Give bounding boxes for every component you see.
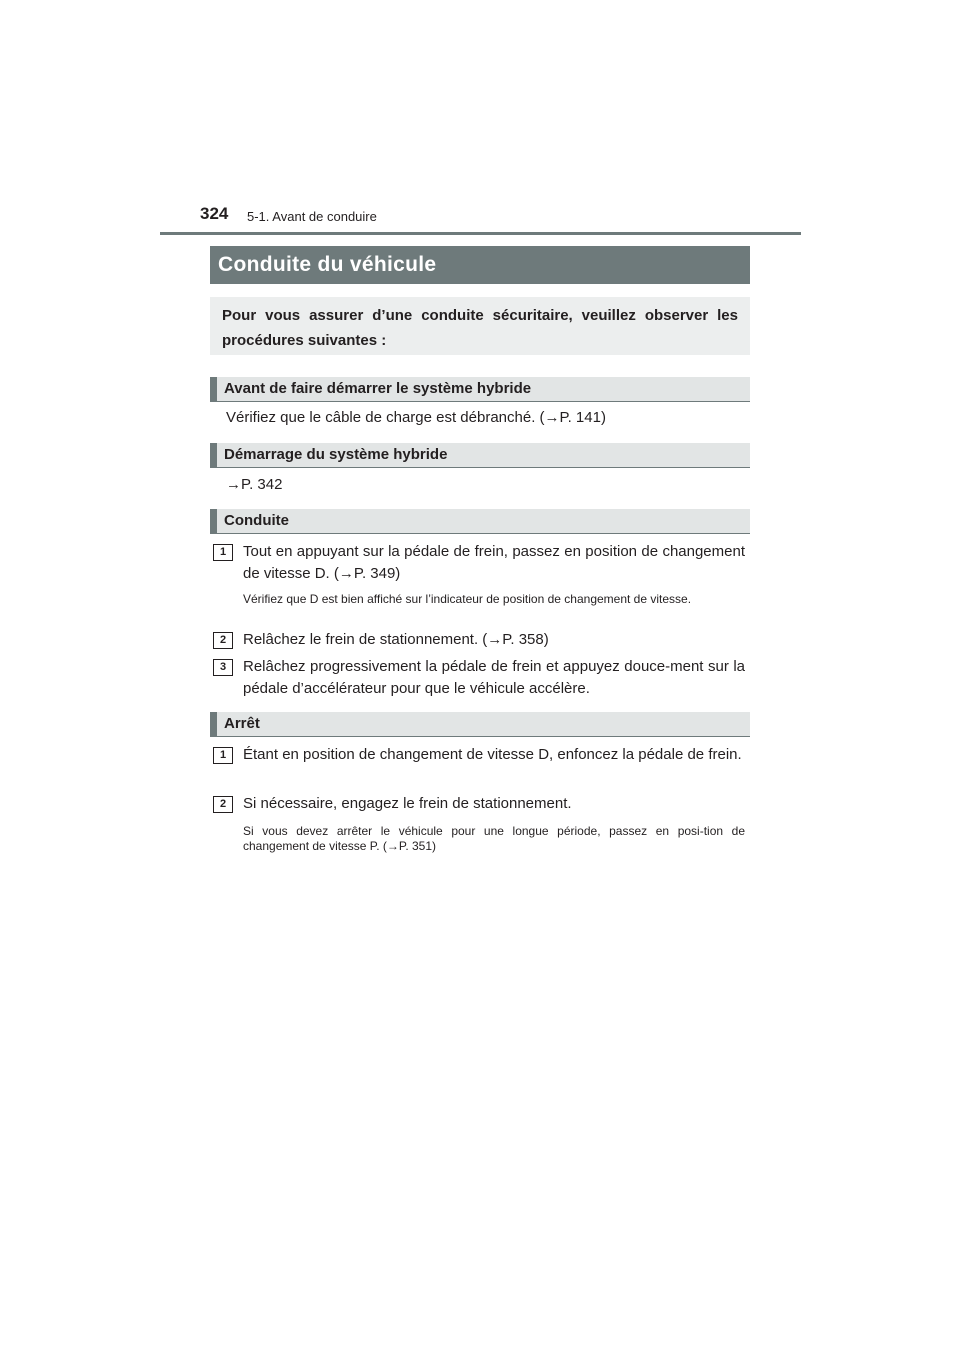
driving-note: Vérifiez que D est bien affiché sur l’indicateur de position de changement de vitesse. (243, 592, 692, 606)
stopping-step-1: Étant en position de changement de vitesse D, enfoncez la pédale de frein. (243, 746, 742, 763)
section-heading-stopping: Arrêt (210, 712, 750, 737)
starting-text: →P. 342 (226, 476, 283, 493)
header-rule (160, 232, 801, 235)
driving-step-3: Relâchez progressivement la pédale de frein et appuyez douce-ment sur la pédale d’accélérateur pour que le véhicule accélère. (243, 658, 745, 697)
chapter-label: 5-1. Avant de conduire (247, 209, 377, 224)
page-title: Conduite du véhicule (210, 246, 750, 284)
step-number-badge: 1 (213, 544, 233, 561)
driving-step-2: Relâchez le frein de stationnement. (→P. 358) (243, 631, 549, 648)
step-number-badge: 2 (213, 632, 233, 649)
stopping-note: Si vous devez arrêter le véhicule pour une longue période, passez en posi-tion de changement de vitesse P. (→P. 351) (243, 824, 745, 853)
section-heading-driving: Conduite (210, 509, 750, 534)
section-heading-before-start: Avant de faire démarrer le système hybride (210, 377, 750, 402)
page-header (0, 0, 960, 240)
page-number: 324 (200, 204, 229, 223)
step-number-badge: 3 (213, 659, 233, 676)
driving-step-1: Tout en appuyant sur la pédale de frein, passez en position de changement de vitesse D. (→P. 349) (243, 543, 745, 582)
stopping-step-2: Si nécessaire, engagez le frein de stationnement. (243, 795, 572, 812)
step-number-badge: 2 (213, 796, 233, 813)
section-heading-starting: Démarrage du système hybride (210, 443, 750, 468)
step-number-badge: 1 (213, 747, 233, 764)
intro-box: Pour vous assurer d’une conduite sécuritaire, veuillez observer les procédures suivantes : (210, 297, 750, 355)
before-start-text: Vérifiez que le câble de charge est débranché. (→P. 141) (226, 409, 606, 426)
